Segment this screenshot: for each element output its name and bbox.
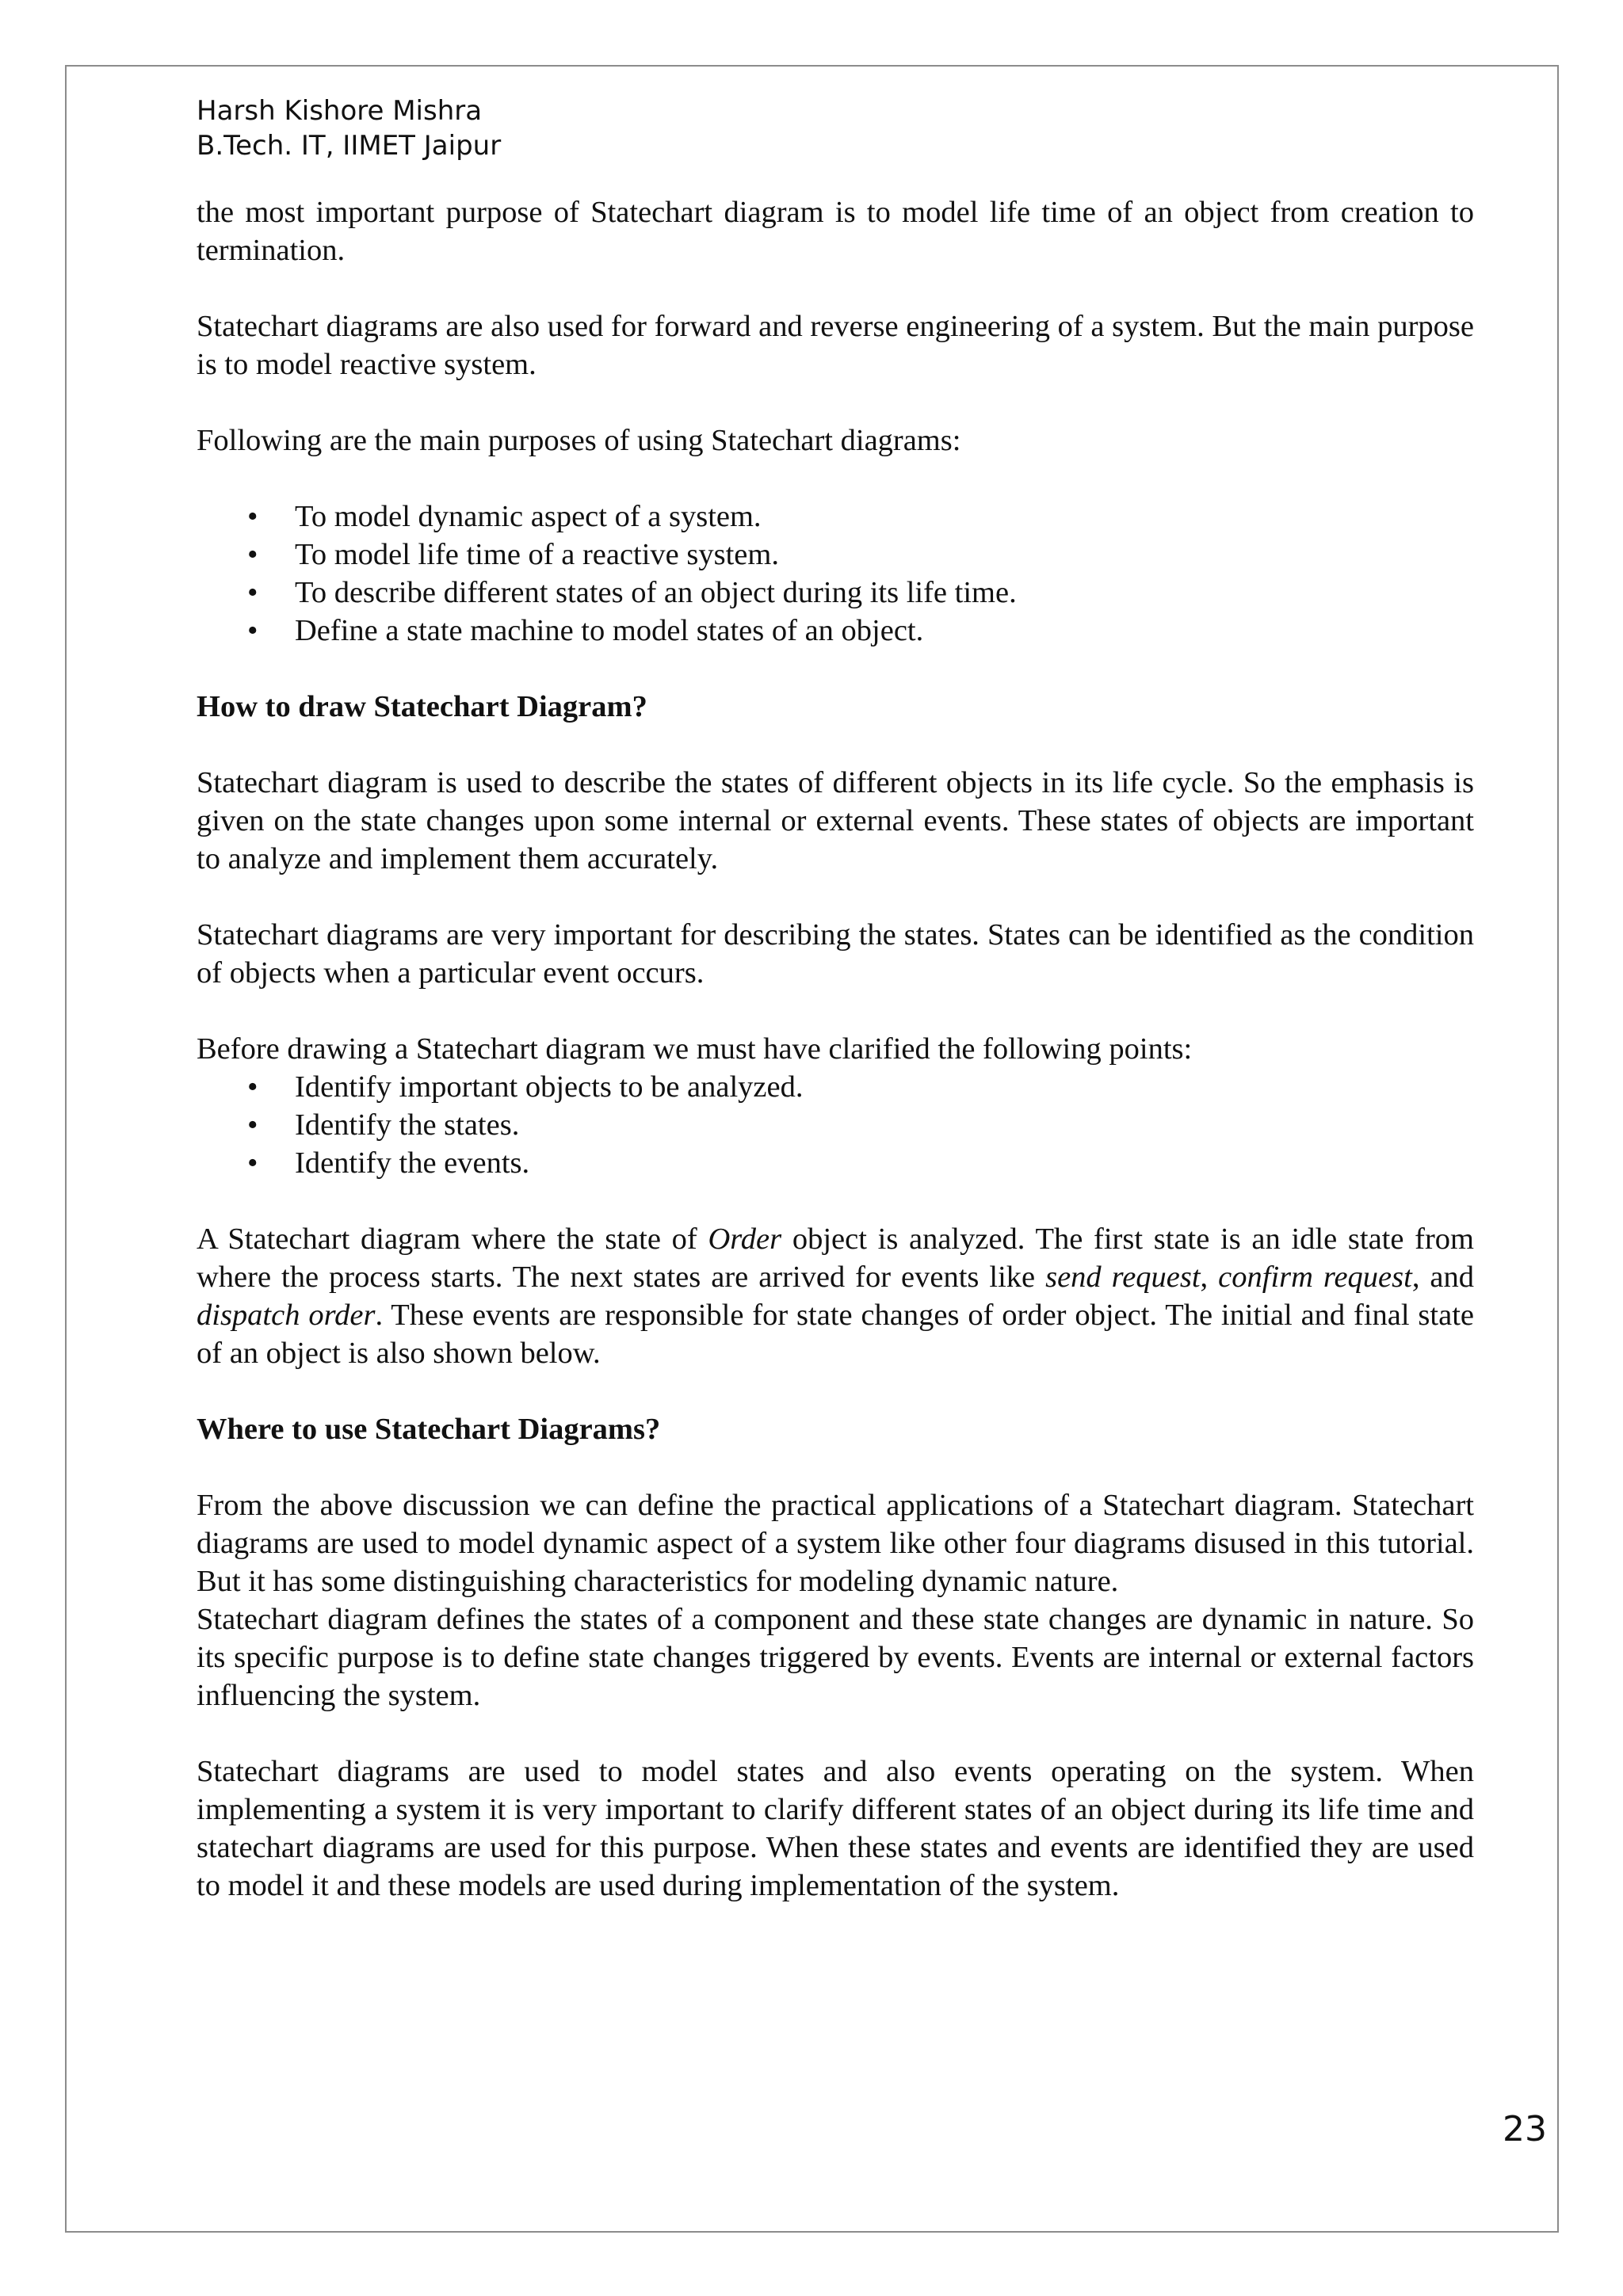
header-author: Harsh Kishore Mishra [197,95,483,127]
bullet-icon: • [247,1146,258,1180]
section-heading-draw: How to draw Statechart Diagram? [197,690,647,723]
paragraph-4: Statechart diagram is used to describe the states of different objects in its life cycle. So the emphasis is given on the state changes upon some internal or external events. These states of objects are important to analyze and implement them accurately. [197,766,1474,875]
bullet-icon: • [247,500,258,533]
paragraph-5: Statechart diagrams are very important for describing the states. States can be identified as the condition of objects when a particular event occurs. [197,918,1474,990]
paragraph-3: Following are the main purposes of using Statechart diagrams: [197,424,961,457]
paragraph-7: A Statechart diagram where the state of Order object is analyzed. The first state is an idle state from where the process starts. The next states are arrived for events like send request, confirm request, and dispatch order. These events are responsible for state changes of order object. The initial and final state of an object is also shown below. [197,1222,1474,1370]
bullet-icon: • [247,538,258,571]
page-number: 23 [1503,2109,1547,2149]
list-item: • Identify important objects to be analyzed. [295,1068,1474,1106]
page-header [197,93,501,163]
list-item: • To model dynamic aspect of a system. [295,498,1474,536]
purposes-list [197,498,1474,650]
paragraph-8: From the above discussion we can define the practical applications of a Statechart diagram. Statechart diagrams are used to model dynamic aspect of a system like other four diagrams disused in this tutorial. But it has some distinguishing characteristics for modeling dynamic nature. [197,1489,1474,1598]
paragraph-6: Before drawing a Statechart diagram we must have clarified the following points: [197,1032,1193,1066]
page-content [197,193,1474,1943]
list-item: • Define a state machine to model states of an object. [295,612,1474,650]
bullet-icon: • [247,1108,258,1142]
list-item: • Identify the events. [295,1144,1474,1182]
list-item: • Identify the states. [295,1106,1474,1144]
list-item: • To describe different states of an object during its life time. [295,574,1474,612]
bullet-icon: • [247,576,258,609]
points-list [197,1068,1474,1182]
header-affiliation: B.Tech. IT, IIMET Jaipur [197,130,502,162]
bullet-icon: • [247,614,258,647]
section-heading-use: Where to use Statechart Diagrams? [197,1413,661,1446]
paragraph-1: the most important purpose of Statechart diagram is to model life time of an object from creation to termination. [197,196,1474,267]
paragraph-9: Statechart diagram defines the states of a component and these state changes are dynamic in nature. So its specific purpose is to define state changes triggered by events. Events are internal or external factors influencing the system. [197,1603,1474,1712]
list-item: • To model life time of a reactive system. [295,536,1474,574]
paragraph-2: Statechart diagrams are also used for forward and reverse engineering of a system. But the main purpose is to model reactive system. [197,310,1474,381]
paragraph-10: Statechart diagrams are used to model states and also events operating on the system. When implementing a system it is very important to clarify different states of an object during its life time and statechart diagrams are used for this purpose. When these states and events are identified they are used to model it and these models are used during implementation of the system. [197,1755,1474,1902]
bullet-icon: • [247,1070,258,1104]
